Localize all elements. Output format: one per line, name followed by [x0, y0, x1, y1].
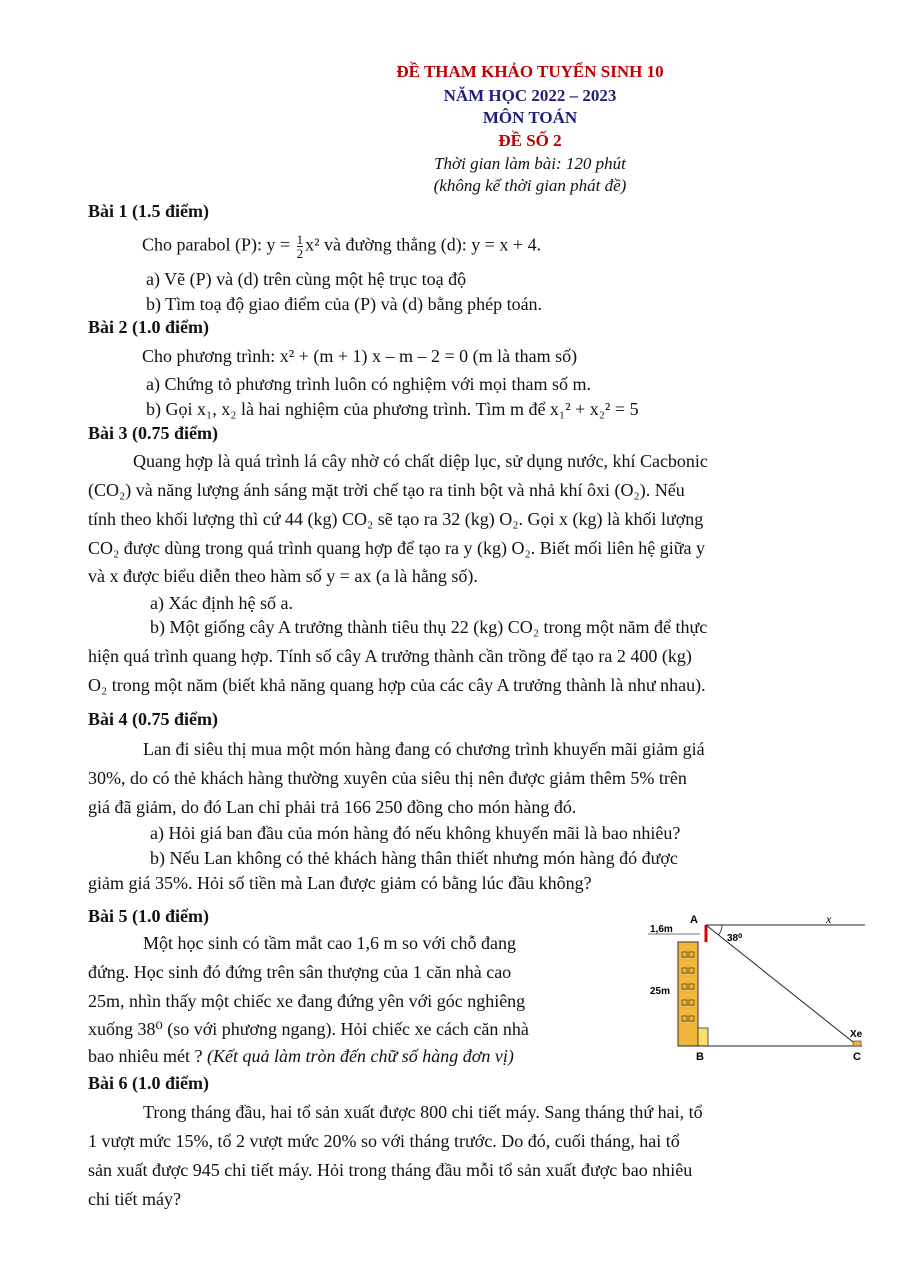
bai6-line: sản xuất được 945 chi tiết máy. Hỏi trong tháng đầu mỗi tổ sản xuất được bao nhiêu	[88, 1160, 693, 1180]
exam-time: Thời gian làm bài: 120 phút	[434, 154, 626, 173]
bai6-line: Trong tháng đầu, hai tổ sản xuất được 800 chi tiết máy. Sang tháng thứ hai, tổ	[143, 1102, 703, 1122]
bai2-b: b) Gọi x₁, x₂ là hai nghiệm của phương trình. Tìm m để x₁² + x₂² = 5	[146, 399, 639, 419]
bai4-a: a) Hỏi giá ban đầu của món hàng đó nếu không khuyến mãi là bao nhiêu?	[150, 823, 681, 843]
bai3-b-cont: O₂ trong một năm (biết khả năng quang hợp của các cây A trưởng thành là như nhau).	[88, 675, 706, 695]
exam-time-note: (không kể thời gian phát đề)	[433, 176, 627, 195]
bai4-line: Lan đi siêu thị mua một món hàng đang có chương trình khuyến mãi giảm giá	[143, 739, 705, 759]
label-building-height: 25m	[650, 986, 671, 997]
bai3-a: a) Xác định hệ số a.	[150, 593, 293, 613]
bai2-title: Bài 2 (1.0 điểm)	[88, 317, 209, 337]
bai5-title: Bài 5 (1.0 điểm)	[88, 906, 209, 926]
bai4-title: Bài 4 (0.75 điểm)	[88, 709, 218, 729]
bai4-b-cont: giảm giá 35%. Hỏi số tiền mà Lan được giảm có bằng lúc đầu không?	[88, 873, 592, 893]
exam-title: ĐỀ THAM KHẢO TUYỂN SINH 10	[396, 62, 664, 81]
label-B: B	[696, 1051, 704, 1063]
bai5-line: xuống 38⁰ (so với phương ngang). Hỏi chiếc xe cách căn nhà	[88, 1019, 529, 1039]
bai1-a: a) Vẽ (P) và (d) trên cùng một hệ trục toạ độ	[146, 269, 467, 289]
subject: MÔN TOÁN	[482, 108, 578, 127]
bai3-line: (CO₂) và năng lượng ánh sáng mặt trời chế tạo ra tinh bột và nhả khí ôxi (O₂). Nếu	[88, 480, 685, 500]
bai1-title: Bài 1 (1.5 điểm)	[88, 201, 209, 221]
bai2-intro: Cho phương trình: x² + (m + 1) x – m – 2 = 0 (m là tham số)	[142, 346, 578, 366]
label-A: A	[690, 914, 698, 926]
label-x: x	[826, 912, 832, 926]
bai4-b: b) Nếu Lan không có thẻ khách hàng thân thiết nhưng món hàng đó được	[150, 848, 678, 868]
bai4-line: giá đã giảm, do đó Lan chỉ phải trả 166 250 đồng cho món hàng đó.	[88, 797, 577, 817]
bai6-line: 1 vượt mức 15%, tổ 2 vượt mức 20% so với tháng trước. Do đó, cuối tháng, hai tổ	[88, 1131, 680, 1151]
bai3-b-cont: hiện quá trình quang hợp. Tính số cây A trưởng thành cần trồng để tạo ra 2 400 (kg)	[88, 646, 692, 666]
building-annex	[698, 1028, 708, 1046]
bai1-intro-b: x² và đường thẳng (d): y = x + 4.	[305, 234, 542, 255]
bai3-line: CO₂ được dùng trong quá trình quang hợp để tạo ra y (kg) O₂. Biết mối liên hệ giữa y	[88, 538, 705, 558]
label-eye-height: 1,6m	[650, 924, 673, 935]
bai4-line: 30%, do có thẻ khách hàng thường xuyên của siêu thị nên được giảm thêm 5% trên	[88, 768, 687, 788]
angle-arc	[719, 925, 723, 935]
label-car: Xe	[850, 1029, 863, 1040]
bai5-line: Một học sinh có tầm mắt cao 1,6 m so với chỗ đang	[143, 933, 516, 953]
bai3-line: Quang hợp là quá trình lá cây nhờ có chất diệp lục, sử dụng nước, khí Cacbonic	[133, 451, 708, 471]
bai1-intro-a: Cho parabol (P): y =	[142, 234, 295, 255]
label-angle: 38⁰	[727, 933, 743, 944]
bai1-intro	[142, 233, 541, 260]
label-C: C	[853, 1051, 861, 1063]
school-year: NĂM HỌC 2022 – 2023	[443, 86, 617, 105]
building-car-diagram	[640, 908, 870, 1068]
fraction: $\frac{1}{2}$	[296, 232, 304, 261]
bai6-line: chi tiết máy?	[88, 1189, 181, 1209]
bai3-line: và x được biểu diễn theo hàm số y = ax (a là hằng số).	[88, 566, 478, 586]
bai1-b: b) Tìm toạ độ giao điểm của (P) và (d) bằng phép toán.	[146, 294, 543, 314]
bai2-a: a) Chứng tỏ phương trình luôn có nghiệm với mọi tham số m.	[146, 374, 592, 394]
bai5-line: bao nhiêu mét ? (Kết quả làm tròn đến chữ số hàng đơn vị)	[88, 1046, 514, 1066]
bai5-line: 25m, nhìn thấy một chiếc xe đang đứng yên với góc nghiêng	[88, 991, 526, 1011]
building	[678, 942, 698, 1046]
car-icon	[853, 1041, 861, 1046]
bai3-line: tính theo khối lượng thì cứ 44 (kg) CO₂ sẽ tạo ra 32 (kg) O₂. Gọi x (kg) là khối lượng	[88, 509, 704, 529]
bai5-line: đứng. Học sinh đó đứng trên sân thượng của 1 căn nhà cao	[88, 962, 512, 982]
bai3-title: Bài 3 (0.75 điểm)	[88, 423, 218, 443]
exam-number: ĐỀ SỐ 2	[498, 131, 562, 150]
bai3-b: b) Một giống cây A trưởng thành tiêu thụ 22 (kg) CO₂ trong một năm để thực	[150, 617, 708, 637]
bai6-title: Bài 6 (1.0 điểm)	[88, 1073, 209, 1093]
